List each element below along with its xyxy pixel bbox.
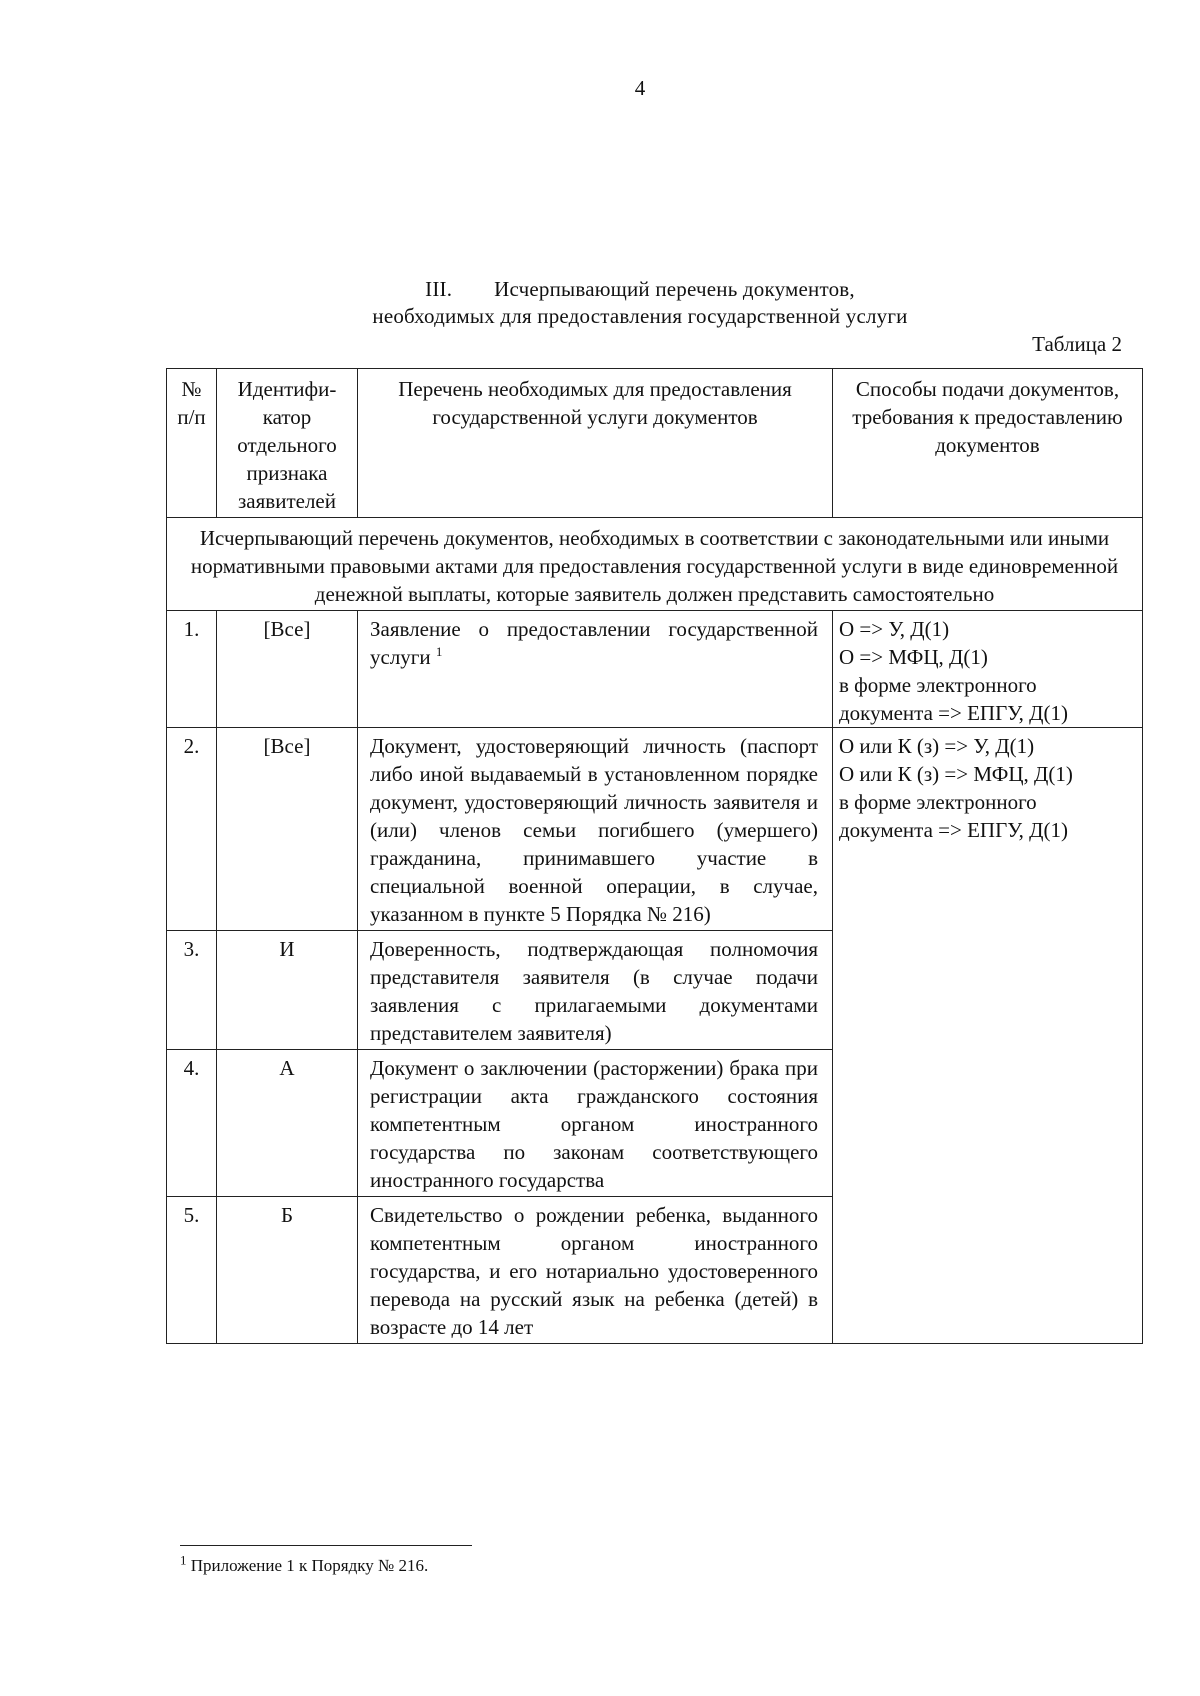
method-line: в форме электронного [839,673,1037,697]
header-documents: Перечень необходимых для предоставления государственной услуги документов [358,369,833,518]
row-document: Документ, удостоверяющий личность (паспорт либо иной выдаваемый в установленном порядке документ, удостоверяющий личность заявителя и (или) членов семьи погибшего (умершего) гражданина, принимавшего участие в специальной военной операции, в случае, указанном в пункте 5 Порядка № 216) [358,728,833,931]
method-line: О или К (з) => У, Д(1) [839,734,1035,758]
row-document: Документ о заключении (расторжении) брака при регистрации акта гражданского состояния компетентным органом иностранного государства по законам соответствующего иностранного государства [358,1050,833,1197]
footnote-mark: 1 [180,1552,187,1568]
method-line: О или К (з) => МФЦ, Д(1) [839,762,1073,786]
row-number: 5. [167,1197,217,1344]
header-identifier: Идентифи- катор отдельного признака заявителей [217,369,358,518]
footnote-divider [180,1545,472,1546]
row-identifier: [Все] [217,728,358,931]
section-title-line2: необходимых для предоставления государственной услуги [372,304,908,328]
table-header-row [167,369,1143,518]
method-line: в форме электронного [839,790,1037,814]
row-number: 2. [167,728,217,931]
section-title [300,276,980,330]
row-methods [833,728,1143,1344]
row-identifier: А [217,1050,358,1197]
row-number: 3. [167,931,217,1050]
row-identifier: И [217,931,358,1050]
method-line: документа => ЕПГУ, Д(1) [839,818,1068,842]
row-document: Доверенность, подтверждающая полномочия представителя заявителя (в случае подачи заявления с прилагаемыми документами представителем заявителя) [358,931,833,1050]
section-number: III. [425,277,453,301]
footnote [180,1552,429,1576]
row-number: 1. [167,611,217,728]
table-subheader: Исчерпывающий перечень документов, необходимых в соответствии с законодательными или иными нормативными правовыми актами для предоставления государственной услуги в виде единовременной денежной выплаты, которые заявитель должен представить самостоятельно [167,518,1143,611]
table-row [167,728,1143,931]
row-identifier: [Все] [217,611,358,728]
method-line: О => МФЦ, Д(1) [839,645,988,669]
method-line: О => У, Д(1) [839,617,950,641]
row-document [358,611,833,728]
row-number: 4. [167,1050,217,1197]
documents-table [166,368,1143,1344]
page-number: 4 [634,76,646,100]
row-document-text: Заявление о предоставлении государственной услуги [370,617,818,669]
footnote-reference: 1 [435,644,443,659]
header-methods: Способы подачи документов, требования к предоставлению документов [833,369,1143,518]
table-label: Таблица 2 [1032,332,1122,356]
header-num: № п/п [167,369,217,518]
row-identifier: Б [217,1197,358,1344]
table-subheader-row [167,518,1143,611]
footnote-text: Приложение 1 к Порядку № 216. [190,1556,429,1575]
method-line: документа => ЕПГУ, Д(1) [839,701,1068,725]
section-title-line1: Исчерпывающий перечень документов, [494,277,855,301]
row-document: Свидетельство о рождении ребенка, выданного компетентным органом иностранного государства, и его нотариально удостоверенного перевода на русский язык на ребенка (детей) в возрасте до 14 лет [358,1197,833,1344]
row-methods [833,611,1143,728]
table-row [167,611,1143,728]
